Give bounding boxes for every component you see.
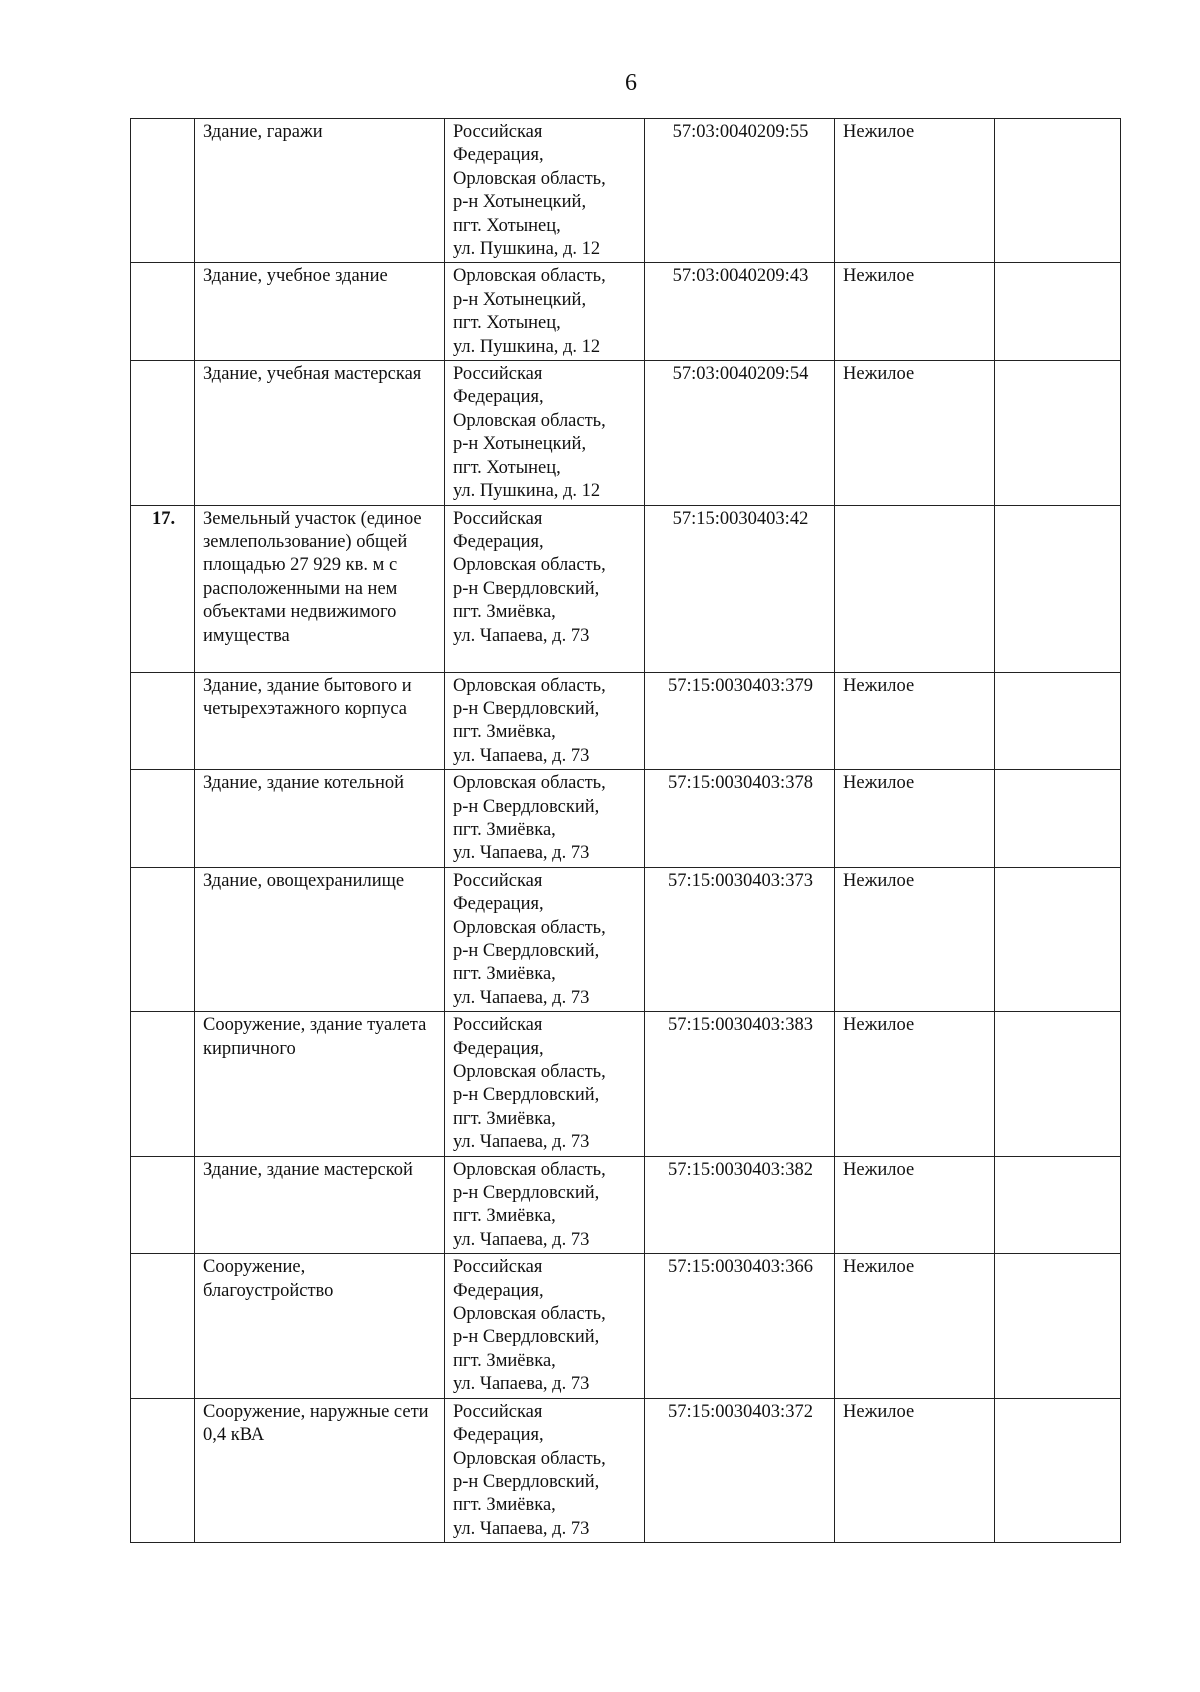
cadastral-number-cell: 57:15:0030403:378 (645, 770, 835, 868)
property-registry-table (130, 118, 1121, 1543)
row-number-cell (131, 770, 195, 868)
table-row (131, 672, 1121, 770)
object-name-cell: Здание, гаражи (195, 119, 445, 263)
address-cell: Орловская область, р-н Свердловский, пгт. Змиёвка, ул. Чапаева, д. 73 (445, 672, 645, 770)
address-cell: Российская Федерация, Орловская область, р-н Свердловский, пгт. Змиёвка, ул. Чапаева, д. 73 (445, 505, 645, 672)
object-name-cell: Здание, здание котельной (195, 770, 445, 868)
table-row (131, 867, 1121, 1011)
object-type-cell: Нежилое (835, 361, 995, 505)
object-type-cell: Нежилое (835, 119, 995, 263)
row-number-cell (131, 1012, 195, 1156)
address-cell: Орловская область, р-н Свердловский, пгт. Змиёвка, ул. Чапаева, д. 73 (445, 770, 645, 868)
page-number: 6 (625, 70, 637, 96)
cadastral-number-cell: 57:15:0030403:42 (645, 505, 835, 672)
object-type-cell: Нежилое (835, 770, 995, 868)
object-name-cell: Здание, учебное здание (195, 263, 445, 361)
row-number-cell (131, 263, 195, 361)
cadastral-number-cell: 57:03:0040209:43 (645, 263, 835, 361)
table-row (131, 505, 1121, 672)
object-type-cell (835, 505, 995, 672)
table-row (131, 1156, 1121, 1254)
object-type-cell: Нежилое (835, 1254, 995, 1398)
address-cell: Орловская область, р-н Свердловский, пгт. Змиёвка, ул. Чапаева, д. 73 (445, 1156, 645, 1254)
object-type-cell: Нежилое (835, 672, 995, 770)
table-row (131, 119, 1121, 263)
empty-cell (995, 1156, 1121, 1254)
row-number-cell (131, 1254, 195, 1398)
address-cell: Российская Федерация, Орловская область, р-н Свердловский, пгт. Змиёвка, ул. Чапаева, д. 73 (445, 867, 645, 1011)
object-name-cell: Здание, здание бытового и четырехэтажного корпуса (195, 672, 445, 770)
object-name-cell: Сооружение, здание туалета кирпичного (195, 1012, 445, 1156)
row-number-cell (131, 361, 195, 505)
object-type-cell: Нежилое (835, 1012, 995, 1156)
table-row (131, 1012, 1121, 1156)
object-type-cell: Нежилое (835, 1398, 995, 1542)
row-number-cell: 17. (131, 505, 195, 672)
cadastral-number-cell: 57:15:0030403:366 (645, 1254, 835, 1398)
object-name-cell: Здание, овощехранилище (195, 867, 445, 1011)
address-cell: Орловская область, р-н Хотынецкий, пгт. Хотынец, ул. Пушкина, д. 12 (445, 263, 645, 361)
address-cell: Российская Федерация, Орловская область, р-н Свердловский, пгт. Змиёвка, ул. Чапаева, д. 73 (445, 1398, 645, 1542)
empty-cell (995, 505, 1121, 672)
table-row (131, 1254, 1121, 1398)
object-name-cell: Сооружение, благоустройство (195, 1254, 445, 1398)
empty-cell (995, 1398, 1121, 1542)
empty-cell (995, 1012, 1121, 1156)
cadastral-number-cell: 57:15:0030403:383 (645, 1012, 835, 1156)
empty-cell (995, 770, 1121, 868)
empty-cell (995, 672, 1121, 770)
object-type-cell: Нежилое (835, 263, 995, 361)
table-row (131, 1398, 1121, 1542)
object-name-cell: Здание, здание мастерской (195, 1156, 445, 1254)
empty-cell (995, 1254, 1121, 1398)
address-cell: Российская Федерация, Орловская область, р-н Свердловский, пгт. Змиёвка, ул. Чапаева, д. 73 (445, 1012, 645, 1156)
row-number-cell (131, 867, 195, 1011)
empty-cell (995, 263, 1121, 361)
table-row (131, 770, 1121, 868)
cadastral-number-cell: 57:15:0030403:379 (645, 672, 835, 770)
cadastral-number-cell: 57:15:0030403:382 (645, 1156, 835, 1254)
row-number-cell (131, 1398, 195, 1542)
address-cell: Российская Федерация, Орловская область, р-н Хотынецкий, пгт. Хотынец, ул. Пушкина, д. 12 (445, 119, 645, 263)
row-number-cell (131, 119, 195, 263)
empty-cell (995, 867, 1121, 1011)
table-row (131, 361, 1121, 505)
object-name-cell: Земельный участок (единое землепользование) общей площадью 27 929 кв. м с расположенными на нем объектами недвижимого имущества (195, 505, 445, 672)
row-number-cell (131, 672, 195, 770)
address-cell: Российская Федерация, Орловская область, р-н Свердловский, пгт. Змиёвка, ул. Чапаева, д. 73 (445, 1254, 645, 1398)
cadastral-number-cell: 57:03:0040209:55 (645, 119, 835, 263)
object-name-cell: Сооружение, наружные сети 0,4 кВА (195, 1398, 445, 1542)
row-number-cell (131, 1156, 195, 1254)
object-type-cell: Нежилое (835, 1156, 995, 1254)
empty-cell (995, 361, 1121, 505)
object-type-cell: Нежилое (835, 867, 995, 1011)
table-row (131, 263, 1121, 361)
object-name-cell: Здание, учебная мастерская (195, 361, 445, 505)
cadastral-number-cell: 57:15:0030403:372 (645, 1398, 835, 1542)
registry-table-body (131, 119, 1121, 1543)
cadastral-number-cell: 57:03:0040209:54 (645, 361, 835, 505)
empty-cell (995, 119, 1121, 263)
address-cell: Российская Федерация, Орловская область, р-н Хотынецкий, пгт. Хотынец, ул. Пушкина, д. 12 (445, 361, 645, 505)
cadastral-number-cell: 57:15:0030403:373 (645, 867, 835, 1011)
